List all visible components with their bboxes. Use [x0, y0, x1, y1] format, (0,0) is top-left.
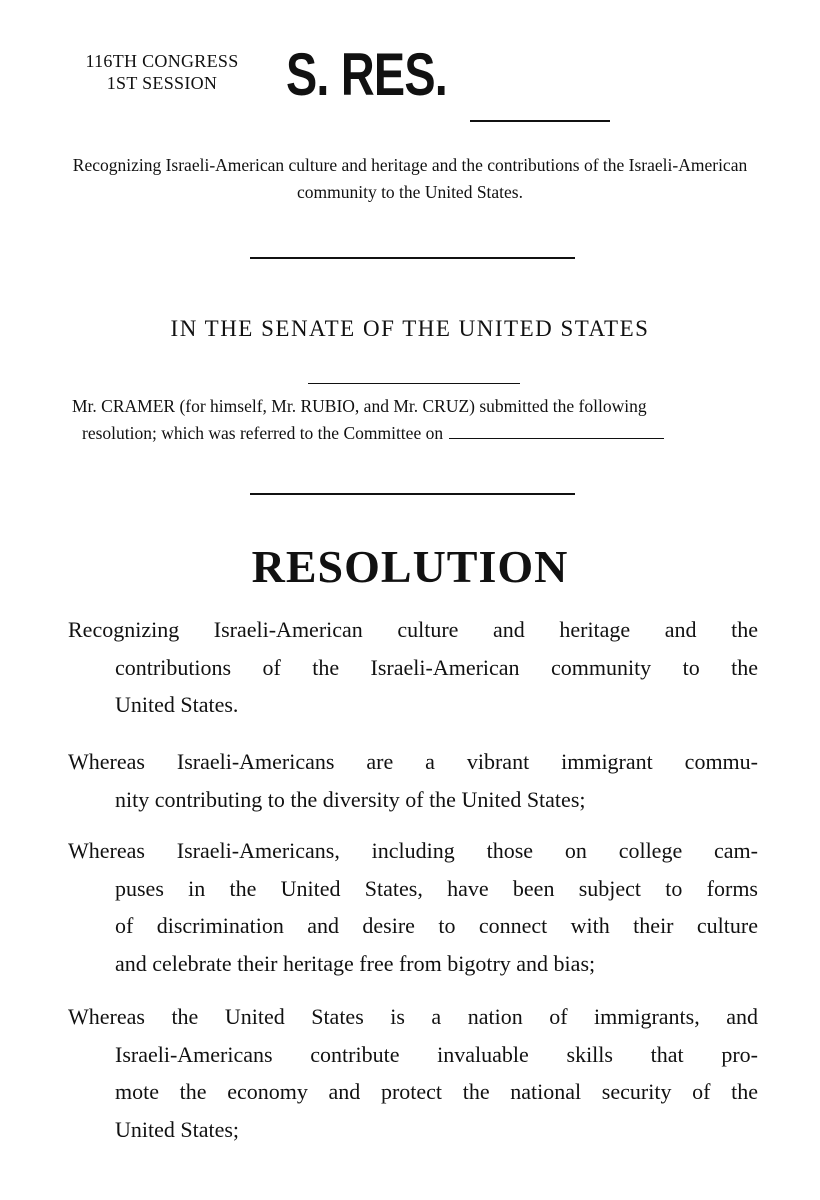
clause-line: Whereas the United States is a nation of immigrants, and	[68, 1004, 758, 1029]
clause-line: and celebrate their heritage free from bigotry and bias;	[115, 950, 596, 976]
clause-line: nity contributing to the diversity of the United States;	[115, 786, 586, 812]
divider-rule-short	[308, 383, 520, 384]
official-title	[68, 611, 758, 724]
title-line: Recognizing Israeli-American culture and heritage and the	[68, 617, 758, 642]
clause-line: puses in the United States, have been subject to forms	[115, 875, 758, 901]
action-line-text: resolution; which was referred to the Committee on	[82, 423, 444, 443]
divider-rule	[250, 493, 575, 495]
action-statement	[70, 393, 760, 447]
bill-type-heading: S. RES.	[286, 41, 447, 108]
clause-line: mote the economy and protect the national security of the	[115, 1079, 758, 1104]
congress-session-label	[62, 50, 262, 94]
action-line	[70, 420, 760, 447]
whereas-clause	[68, 743, 758, 818]
action-line: Mr. CRAMER (for himself, Mr. RUBIO, and Mr. CRUZ) submitted the following	[72, 396, 647, 416]
title-line: United States.	[115, 692, 239, 717]
congress-number: 116TH CONGRESS	[85, 51, 239, 71]
session-number: 1ST SESSION	[106, 73, 218, 93]
whereas-clause	[68, 832, 758, 982]
clause-line: Whereas Israeli-Americans, including those on college cam-	[68, 838, 758, 863]
clause-line: of discrimination and desire to connect with their culture	[115, 913, 758, 938]
clause-line: Israeli-Americans contribute invaluable skills that pro-	[115, 1041, 758, 1067]
committee-blank	[449, 424, 664, 439]
whereas-clause	[68, 998, 758, 1148]
document-type-heading: RESOLUTION	[251, 541, 569, 592]
short-title: Recognizing Israeli-American culture and heritage and the contributions of the Israeli-American community to the United States.	[72, 155, 748, 202]
title-line: contributions of the Israeli-American community to the	[115, 654, 758, 680]
chamber-heading: IN THE SENATE OF THE UNITED STATES	[170, 316, 650, 341]
bill-number-blank	[470, 120, 610, 122]
divider-rule	[250, 257, 575, 259]
clause-line: United States;	[115, 1116, 240, 1142]
clause-line: Whereas Israeli-Americans are a vibrant immigrant commu-	[68, 749, 758, 774]
